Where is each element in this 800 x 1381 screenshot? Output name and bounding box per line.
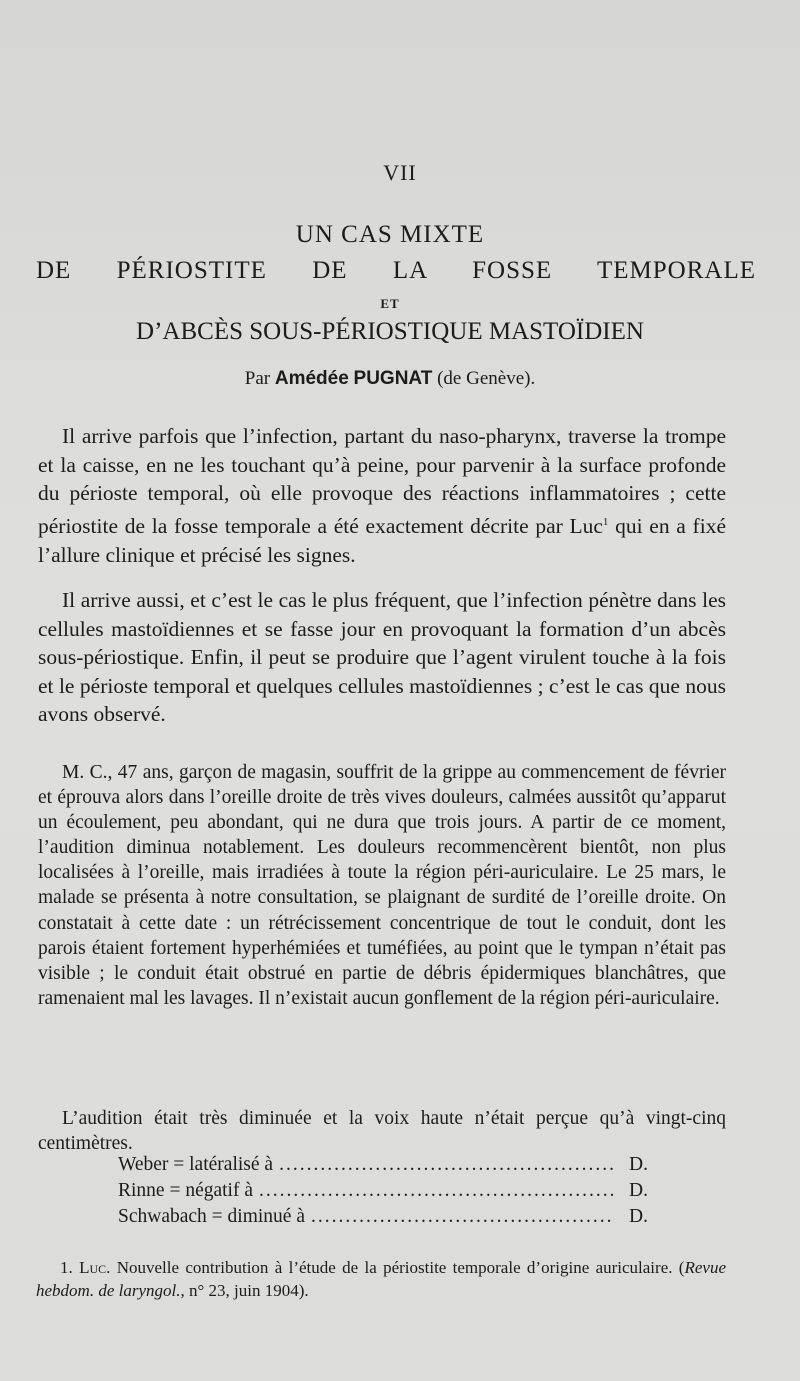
test-label: Rinne = négatif à [118, 1180, 253, 1201]
test-result: D. [629, 1206, 648, 1227]
test-label: Weber = latéralisé à [118, 1154, 274, 1175]
author-byline [0, 368, 780, 390]
leader-dots [311, 1206, 613, 1228]
test-result: D. [629, 1180, 648, 1201]
author-first-name: Amédée [274, 368, 349, 389]
chapter-number: VII [383, 160, 417, 185]
footnote-number: 1. [60, 1258, 73, 1277]
paragraph-4-text: L’audition était très diminuée et la voix haute n’était perçue qu’à vingt-cinq centimètres. [38, 1108, 726, 1155]
test-row [118, 1180, 648, 1206]
paragraph-1 [38, 422, 726, 569]
footnote-citation-end: , n° 23, juin 1904). [180, 1281, 309, 1300]
test-row [118, 1154, 648, 1180]
footnote-journal: Revue hebdom. de laryngol. [36, 1258, 726, 1300]
paragraph-3-text: M. C., 47 ans, garçon de magasin, souffrit de la grippe au commencement de février et éprouva alors dans l’oreille droite de très vives douleurs, calmées aussitôt qu’apparut un écoulement, peu abondant, qui ne dura que trois jours. A partir de ce moment, l’audition diminua notablement. Les douleurs recommencèrent bientôt, non plus localisées à l’oreille, mais irradiées à toute la région péri-auriculaire. Le 25 mars, le malade se présenta à notre consultation, se plaignant de surdité de l’oreille droite. On constatait à cette date : un rétrécissement concentrique de tout le conduit, dont les parois étaient fortement hyperhémiées et tuméfiées, au point que le tympan n’était pas visible ; le conduit était obstrué en partie de débris épidermiques blanchâtres, que ramenaient mal les lavages. Il n’existait aucun gonflement de la région péri-auriculaire. [38, 762, 726, 1009]
paragraph-1-text: Il arrive parfois que l’infection, partant du naso-pharynx, traverse la trompe et la caisse, en ne les touchant qu’à peine, pour parvenir à la surface profonde du périoste temporal, où elle provoque des réactions inflammatoires ; cette périostite de la fosse temporale a été exactement décrite par Luc [38, 424, 726, 538]
title-conjunction: ET [380, 296, 400, 311]
test-row [118, 1206, 648, 1232]
test-result: D. [629, 1154, 648, 1175]
author-last-name: PUGNAT [353, 368, 433, 389]
title-line-2: DE PÉRIOSTITE DE LA FOSSE TEMPORALE [36, 257, 756, 284]
title-line-3: D’ABCÈS SOUS-PÉRIOSTIQUE MASTOÏDIEN [136, 318, 644, 345]
footnote [36, 1256, 726, 1302]
paragraph-4 [38, 1106, 726, 1156]
hearing-tests-list [118, 1154, 648, 1232]
title-line-1: UN CAS MIXTE [295, 221, 485, 248]
leader-dots [259, 1180, 613, 1202]
footnote-text: Nouvelle contribution à l’étude de la périostite temporale d’origine auriculaire. ( [110, 1258, 685, 1277]
paragraph-2-text: Il arrive aussi, et c’est le cas le plus fréquent, que l’infection pénètre dans les cellules mastoïdiennes et se fasse jour en provoquant la formation d’un abcès sous-périostique. Enfin, il peut se produire que l’agent virulent touche à la fois et le périoste temporal et quelques cellules mastoïdiennes ; c’est le cas que nous avons observé. [38, 588, 726, 727]
paragraph-3 [38, 760, 726, 1011]
leader-dots [279, 1154, 613, 1176]
test-label: Schwabach = diminué à [118, 1206, 305, 1227]
author-location: (de Genève). [437, 368, 536, 389]
footnote-author: Luc. [79, 1258, 111, 1277]
footnote-ref[interactable]: 1 [602, 515, 609, 528]
byline-prefix: Par [244, 368, 271, 389]
paragraph-2 [38, 586, 726, 729]
paragraph-1-text-end: qui en a fixé l’allure clinique et précisé les signes. [38, 513, 726, 567]
